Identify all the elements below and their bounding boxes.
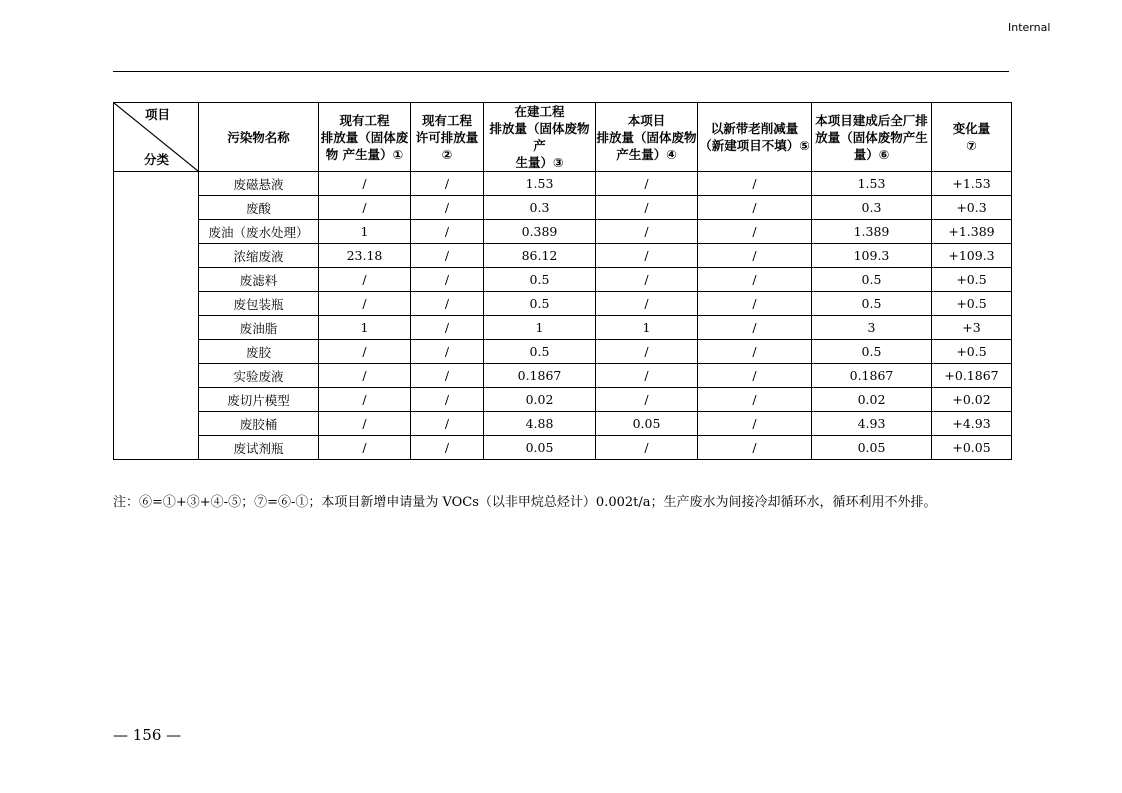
table-row [114, 196, 1012, 220]
column-header-line: 排放量（固体废物 [596, 129, 697, 145]
table-cell: / [596, 340, 698, 364]
table-cell: / [698, 388, 812, 412]
column-header [698, 103, 812, 172]
table-cell: / [596, 244, 698, 268]
table-cell: / [698, 316, 812, 340]
table-cell: 0.5 [812, 340, 932, 364]
table-row [114, 316, 1012, 340]
table-cell: 1 [596, 316, 698, 340]
classification-label: Internal [1008, 21, 1051, 34]
header-rule [113, 71, 1009, 72]
table-body [114, 172, 1012, 460]
page-number: — 156 — [113, 726, 182, 744]
table-cell: / [411, 244, 484, 268]
pollutant-name-cell: 实验废液 [199, 364, 319, 388]
table-cell: / [596, 436, 698, 460]
table-cell: / [698, 172, 812, 196]
table-cell: / [411, 172, 484, 196]
column-header [932, 103, 1012, 172]
table-cell: / [319, 340, 411, 364]
table-header-row [114, 103, 1012, 172]
table-row [114, 412, 1012, 436]
corner-top-label: 项目 [144, 107, 170, 122]
table-cell: / [698, 412, 812, 436]
table-cell: 0.02 [484, 388, 596, 412]
table-row [114, 268, 1012, 292]
table-cell: 0.05 [596, 412, 698, 436]
table-cell: 1.53 [812, 172, 932, 196]
table-cell: / [319, 268, 411, 292]
column-header-line: 本项目建成后全厂排 [815, 112, 928, 128]
column-header-line: 物 产生量）① [325, 146, 404, 162]
table-cell: / [319, 388, 411, 412]
table-cell: / [596, 196, 698, 220]
column-header-line: 本项目 [627, 112, 666, 128]
table-cell: / [596, 388, 698, 412]
pollutant-name-cell: 废试剂瓶 [199, 436, 319, 460]
table-cell: +0.02 [932, 388, 1012, 412]
table-cell: / [596, 292, 698, 316]
table-cell: 0.5 [812, 292, 932, 316]
table-cell: / [319, 196, 411, 220]
table-cell: 0.5 [484, 340, 596, 364]
column-header-line: ⑦ [966, 138, 977, 153]
column-header-line: 在建工程 [514, 104, 565, 119]
column-header-line: 许可排放量 [415, 129, 479, 145]
column-header-line: ② [441, 146, 453, 162]
table-cell: 3 [812, 316, 932, 340]
table-row [114, 388, 1012, 412]
column-header [411, 103, 484, 172]
table-cell: / [319, 172, 411, 196]
table-row [114, 436, 1012, 460]
table-cell: +0.1867 [932, 364, 1012, 388]
table-cell: 23.18 [319, 244, 411, 268]
table-cell: / [411, 364, 484, 388]
column-header-line: 放量（固体废物产生 [815, 129, 928, 145]
column-header-line: 污染物名称 [227, 129, 290, 145]
table-cell: / [698, 340, 812, 364]
column-header [199, 103, 319, 172]
table-cell: 1 [319, 316, 411, 340]
corner-header-cell [114, 103, 199, 172]
category-cell [114, 172, 199, 460]
column-header-line: 排放量（固体废 [320, 129, 409, 145]
table-cell: +4.93 [932, 412, 1012, 436]
column-header-line: 生量）③ [515, 155, 564, 170]
table-cell: / [411, 316, 484, 340]
table-cell: / [411, 436, 484, 460]
table-cell: / [698, 196, 812, 220]
table-row [114, 364, 1012, 388]
table-cell: / [596, 364, 698, 388]
table-cell: 0.02 [812, 388, 932, 412]
table-row [114, 340, 1012, 364]
table-cell: / [319, 292, 411, 316]
table-cell: 0.5 [484, 268, 596, 292]
table-cell: / [411, 196, 484, 220]
pollutant-name-cell: 废胶 [199, 340, 319, 364]
table-cell: 1.53 [484, 172, 596, 196]
table-cell: +0.05 [932, 436, 1012, 460]
table-cell: +109.3 [932, 244, 1012, 268]
column-header [596, 103, 698, 172]
pollutant-name-cell: 废滤料 [199, 268, 319, 292]
table-cell: 0.05 [484, 436, 596, 460]
pollutant-table [113, 102, 1012, 460]
table-cell: / [319, 436, 411, 460]
table-cell: / [596, 172, 698, 196]
column-header-line: （新建项目不填）⑤ [699, 138, 810, 153]
table-cell: 1 [319, 220, 411, 244]
table-cell: 109.3 [812, 244, 932, 268]
table-cell: / [698, 364, 812, 388]
table-cell: +0.5 [932, 292, 1012, 316]
column-header [319, 103, 411, 172]
table-cell: / [698, 292, 812, 316]
table-cell: / [698, 244, 812, 268]
table-cell: / [319, 364, 411, 388]
table-cell: 0.1867 [484, 364, 596, 388]
column-header-line: 现有工程 [339, 112, 390, 128]
table-cell: 86.12 [484, 244, 596, 268]
column-header-line: 现有工程 [421, 112, 472, 128]
table-cell: / [411, 268, 484, 292]
table-cell: / [698, 268, 812, 292]
table-row [114, 220, 1012, 244]
pollutant-name-cell: 废包装瓶 [199, 292, 319, 316]
table-cell: / [319, 412, 411, 436]
table-cell: +3 [932, 316, 1012, 340]
table-cell: +0.5 [932, 268, 1012, 292]
table-cell: / [411, 412, 484, 436]
table-cell: 0.389 [484, 220, 596, 244]
table-cell: 0.5 [812, 268, 932, 292]
table-cell: / [698, 436, 812, 460]
column-header-line: 变化量 [952, 121, 991, 136]
table-cell: +1.53 [932, 172, 1012, 196]
table-cell: 4.88 [484, 412, 596, 436]
column-header [484, 103, 596, 172]
pollutant-name-cell: 废胶桶 [199, 412, 319, 436]
column-header [812, 103, 932, 172]
column-header-line: 产生量）④ [616, 146, 677, 162]
table-cell: / [596, 268, 698, 292]
table-cell: 0.3 [484, 196, 596, 220]
pollutant-name-cell: 废磁悬液 [199, 172, 319, 196]
table-cell: 1.389 [812, 220, 932, 244]
table-cell: 0.5 [484, 292, 596, 316]
table-cell: +0.3 [932, 196, 1012, 220]
table-cell: 0.3 [812, 196, 932, 220]
pollutant-name-cell: 浓缩废液 [199, 244, 319, 268]
table-cell: / [596, 220, 698, 244]
pollutant-name-cell: 废切片模型 [199, 388, 319, 412]
pollutant-name-cell: 废油（废水处理） [199, 220, 319, 244]
table-cell: 0.05 [812, 436, 932, 460]
table-cell: / [411, 340, 484, 364]
column-header-line: 排放量（固体废物产 [489, 121, 590, 153]
table-row [114, 244, 1012, 268]
table-cell: / [698, 220, 812, 244]
footnote: 注：⑥=①+③+④-⑤；⑦=⑥-①；本项目新增申请量为 VOCs（以非甲烷总烃计）0.002t/a；生产废水为间接冷却循环水，循环利用不外排。 [113, 495, 937, 510]
table-cell: / [411, 388, 484, 412]
table-row [114, 292, 1012, 316]
table-cell: / [411, 292, 484, 316]
pollutant-name-cell: 废油脂 [199, 316, 319, 340]
table-row [114, 172, 1012, 196]
table-cell: +1.389 [932, 220, 1012, 244]
table-cell: / [411, 220, 484, 244]
table-cell: 4.93 [812, 412, 932, 436]
column-header-line: 量）⑥ [853, 146, 890, 162]
table-cell: +0.5 [932, 340, 1012, 364]
table-cell: 0.1867 [812, 364, 932, 388]
pollutant-name-cell: 废酸 [199, 196, 319, 220]
corner-bottom-label: 分类 [144, 152, 170, 167]
column-header-line: 以新带老削减量 [710, 121, 799, 136]
table-cell: 1 [484, 316, 596, 340]
